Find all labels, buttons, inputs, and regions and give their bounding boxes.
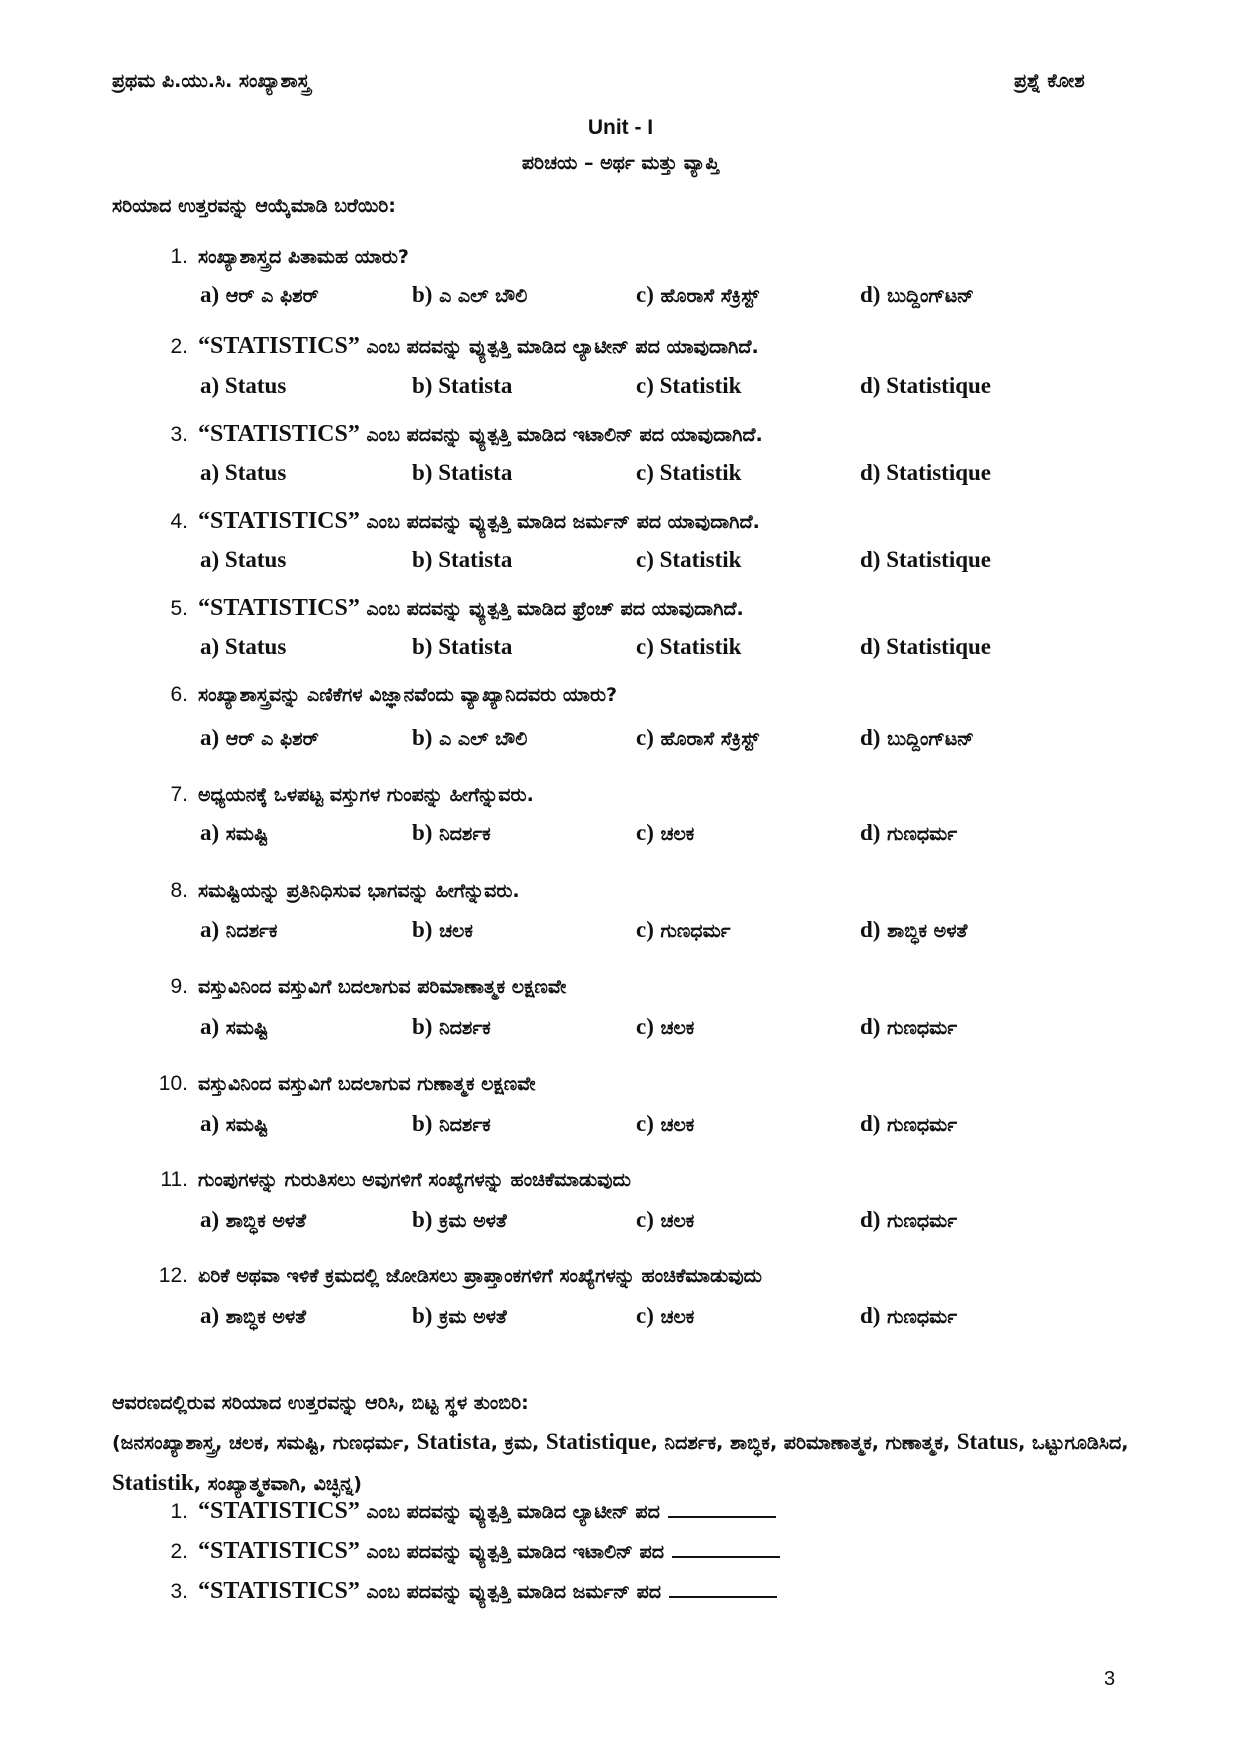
- option-letter: c): [636, 1303, 654, 1328]
- option-c: [636, 1014, 694, 1040]
- option-c: [636, 1207, 694, 1233]
- option-b: [412, 820, 491, 846]
- option-a: [200, 725, 319, 751]
- question-number: 1.: [170, 1500, 188, 1523]
- question-keyword: “STATISTICS”: [198, 1538, 360, 1564]
- answer-blank[interactable]: [672, 1555, 780, 1558]
- question-number: 7.: [170, 783, 188, 806]
- option-d: [860, 634, 991, 660]
- option-letter: a): [200, 1303, 220, 1328]
- option-letter: b): [412, 1111, 433, 1136]
- option-a: [200, 1207, 306, 1233]
- option-letter: b): [412, 820, 433, 845]
- word-bank-term-latin: Status: [956, 1429, 1019, 1454]
- question-number: 9.: [170, 975, 188, 998]
- option-letter: c): [636, 1014, 654, 1039]
- option-text: ಗುಣಧರ್ಮ: [660, 920, 731, 942]
- option-text: ಹೊರಾಸೆ ಸೆಕ್ರಿಸ್ಟ್: [660, 285, 759, 307]
- option-letter: c): [636, 1111, 654, 1136]
- option-letter: c): [636, 373, 654, 398]
- fill-instruction: ಆವರಣದಲ್ಲಿರುವ ಸರಿಯಾದ ಉತ್ತರವನ್ನು ಆರಿಸಿ, ಬಿಟ್ಟ ಸ್ಥಳ ತುಂಬಿರಿ:: [112, 1392, 529, 1414]
- option-letter: b): [412, 282, 433, 307]
- option-letter: d): [860, 1111, 881, 1136]
- option-b: [412, 917, 473, 943]
- question-keyword: “STATISTICS”: [198, 1498, 360, 1524]
- question-keyword: “STATISTICS”: [198, 595, 360, 621]
- page-number: 3: [1104, 1668, 1116, 1690]
- question-text: ಎಂಬ ಪದವನ್ನು ವ್ಯುತ್ಪತ್ತಿ ಮಾಡಿದ ಲ್ಯಾಟೀನ್ ಪದ ಯಾವುದಾಗಿದೆ.: [359, 336, 759, 358]
- option-b: [412, 1303, 507, 1329]
- option-letter: a): [200, 725, 220, 750]
- word-bank-term: , ಒಟ್ಟುಗೂಡಿಸಿದ,: [1018, 1432, 1129, 1454]
- option-b: [412, 725, 527, 751]
- option-letter: b): [412, 1014, 433, 1039]
- option-letter: c): [636, 634, 654, 659]
- question-number: 4.: [170, 510, 188, 533]
- option-letter: c): [636, 1207, 654, 1232]
- option-letter: b): [412, 460, 433, 485]
- question-number: 6.: [170, 683, 188, 706]
- question: [148, 1264, 1181, 1288]
- option-letter: c): [636, 725, 654, 750]
- unit-subtitle: ಪರಿಚಯ – ಅರ್ಥ ಮತ್ತು ವ್ಯಾಪ್ತಿ: [521, 152, 720, 174]
- option-d: [860, 282, 974, 308]
- option-text: Statistik: [659, 547, 742, 572]
- option-text: Statista: [438, 460, 513, 485]
- question-number: 11.: [160, 1168, 188, 1191]
- option-letter: d): [860, 634, 881, 659]
- option-b: [412, 373, 512, 399]
- option-text: Statistik: [659, 460, 742, 485]
- option-a: [200, 282, 319, 308]
- option-b: [412, 282, 527, 308]
- option-text: Status: [224, 373, 287, 398]
- option-text: ಶಾಬ್ಧಿಕ ಅಳತೆ: [225, 1210, 307, 1232]
- question: [148, 245, 1181, 269]
- option-b: [412, 1207, 507, 1233]
- question-text: ಎಂಬ ಪದವನ್ನು ವ್ಯುತ್ಪತ್ತಿ ಮಾಡಿದ ಜರ್ಮನ್ ಪದ ಯಾವುದಾಗಿದೆ.: [359, 511, 760, 533]
- option-letter: d): [860, 820, 881, 845]
- option-a: [200, 1111, 268, 1137]
- option-letter: b): [412, 547, 433, 572]
- option-text: ಆರ್ ಎ ಫಿಶರ್: [225, 728, 319, 750]
- question: [148, 683, 1181, 707]
- option-text: Status: [224, 547, 287, 572]
- question-number: 2.: [170, 1540, 188, 1563]
- option-letter: b): [412, 1303, 433, 1328]
- option-d: [860, 820, 957, 846]
- option-text: ಎ ಎಲ್ ಬೌಲಿ: [439, 285, 528, 307]
- option-text: Status: [224, 460, 287, 485]
- option-letter: d): [860, 1207, 881, 1232]
- option-text: ಶಾಬ್ಧಿಕ ಅಳತೆ: [887, 920, 968, 942]
- option-a: [200, 373, 286, 399]
- option-text: Statista: [438, 373, 513, 398]
- word-bank-term-latin: Statistik: [112, 1470, 194, 1495]
- option-text: Status: [224, 634, 287, 659]
- fill-question: [148, 1578, 1181, 1605]
- option-letter: d): [860, 1303, 881, 1328]
- option-letter: a): [200, 547, 220, 572]
- option-text: ನಿದರ್ಶಕ: [439, 1017, 491, 1039]
- header-left: ಪ್ರಥಮ ಪಿ.ಯು.ಸಿ. ಸಂಖ್ಯಾಶಾಸ್ತ್ರ: [112, 70, 310, 92]
- question: [148, 508, 1181, 535]
- option-text: ಬುದ್ದಿಂಗ್‌ಟನ್: [887, 728, 974, 750]
- option-c: [636, 917, 730, 943]
- option-c: [636, 373, 741, 399]
- option-c: [636, 725, 759, 751]
- option-text: ಚಲಕ: [660, 1114, 695, 1136]
- question: [148, 421, 1181, 448]
- option-letter: b): [412, 917, 433, 942]
- option-text: Statistique: [886, 373, 991, 398]
- option-c: [636, 1303, 694, 1329]
- option-letter: b): [412, 634, 433, 659]
- question-keyword: “STATISTICS”: [198, 421, 360, 447]
- option-letter: a): [200, 1111, 220, 1136]
- word-bank-term: , ನಿದರ್ಶಕ, ಶಾಬ್ಧಿಕ, ಪರಿಮಾಣಾತ್ಮಕ, ಗುಣಾತ್ಮಕ,: [650, 1432, 957, 1454]
- option-text: Statistique: [886, 634, 991, 659]
- option-letter: b): [412, 373, 433, 398]
- mcq-instruction: ಸರಿಯಾದ ಉತ್ತರವನ್ನು ಆಯ್ಕೆಮಾಡಿ ಬರೆಯಿರಿ:: [112, 195, 396, 217]
- header-right: ಪ್ರಶ್ನೆ ಕೋಶ: [1014, 70, 1085, 92]
- option-letter: c): [636, 547, 654, 572]
- option-letter: a): [200, 373, 220, 398]
- question-number: 3.: [170, 423, 188, 446]
- question-number: 5.: [170, 597, 188, 620]
- option-a: [200, 917, 277, 943]
- question-keyword: “STATISTICS”: [198, 508, 360, 534]
- word-bank-term: (ಜನಸಂಖ್ಯಾಶಾಸ್ತ್ರ, ಚಲಕ, ಸಮಷ್ಟಿ, ಗುಣಧರ್ಮ,: [112, 1432, 417, 1454]
- unit-title: Unit - I: [587, 116, 654, 139]
- option-letter: c): [636, 282, 654, 307]
- option-text: ಚಲಕ: [439, 920, 473, 942]
- option-letter: a): [200, 282, 220, 307]
- option-text: ಬುದ್ದಿಂಗ್‌ಟನ್: [887, 285, 974, 307]
- option-c: [636, 460, 741, 486]
- option-text: Statistique: [886, 547, 991, 572]
- question: [148, 975, 1181, 999]
- question-text: ಗುಂಪುಗಳನ್ನು ಗುರುತಿಸಲು ಅವುಗಳಿಗೆ ಸಂಖ್ಯೆಗಳನ್ನು ಹಂಚಿಕೆಮಾಡುವುದು: [198, 1169, 631, 1191]
- option-text: ಚಲಕ: [660, 1306, 695, 1328]
- option-d: [860, 917, 967, 943]
- option-letter: a): [200, 1014, 220, 1039]
- option-text: Statistik: [659, 634, 742, 659]
- question: [148, 1072, 1181, 1096]
- option-d: [860, 1111, 957, 1137]
- question: [148, 595, 1181, 622]
- question-text: ಸಮಷ್ಟಿಯನ್ನು ಪ್ರತಿನಿಧಿಸುವ ಭಾಗವನ್ನು ಹೀಗೆನ್ನುವರು.: [198, 880, 520, 902]
- word-bank: [112, 1422, 1132, 1504]
- question-text: ಎಂಬ ಪದವನ್ನು ವ್ಯುತ್ಪತ್ತಿ ಮಾಡಿದ ಲ್ಯಾಟೀನ್ ಪದ: [359, 1501, 660, 1523]
- question-text: ವಸ್ತುವಿನಿಂದ ವಸ್ತುವಿಗೆ ಬದಲಾಗುವ ಗುಣಾತ್ಮಕ ಲಕ್ಷಣವೇ: [198, 1073, 536, 1095]
- option-text: ಹೊರಾಸೆ ಸೆಕ್ರಿಸ್ಟ್: [660, 728, 759, 750]
- option-a: [200, 1014, 268, 1040]
- option-text: Statistique: [886, 460, 991, 485]
- option-d: [860, 1303, 957, 1329]
- option-text: ನಿದರ್ಶಕ: [225, 920, 278, 942]
- question-text: ಎಂಬ ಪದವನ್ನು ವ್ಯುತ್ಪತ್ತಿ ಮಾಡಿದ ಫ್ರೆಂಚ್ ಪದ ಯಾವುದಾಗಿದೆ.: [359, 598, 744, 620]
- option-letter: d): [860, 725, 881, 750]
- option-text: ಗುಣಧರ್ಮ: [887, 1114, 958, 1136]
- option-d: [860, 373, 991, 399]
- option-text: Statistik: [659, 373, 742, 398]
- question-text: ಏರಿಕೆ ಅಥವಾ ಇಳಿಕೆ ಕ್ರಮದಲ್ಲಿ ಜೋಡಿಸಲು ಪ್ರಾಪ್ತಾಂಕಗಳಿಗೆ ಸಂಖ್ಯೆಗಳನ್ನು ಹಂಚಿಕೆಮಾಡುವುದು: [198, 1265, 762, 1287]
- option-text: ಗುಣಧರ್ಮ: [887, 823, 958, 845]
- question-text: ಸಂಖ್ಯಾಶಾಸ್ತ್ರದ ಪಿತಾಮಹ ಯಾರು?: [198, 246, 409, 268]
- option-text: ನಿದರ್ಶಕ: [439, 1114, 491, 1136]
- question-keyword: “STATISTICS”: [198, 333, 360, 359]
- option-text: ಗುಣಧರ್ಮ: [887, 1017, 958, 1039]
- option-letter: b): [412, 1207, 433, 1232]
- question-number: 12.: [158, 1264, 188, 1287]
- option-letter: d): [860, 547, 881, 572]
- option-letter: d): [860, 373, 881, 398]
- option-b: [412, 634, 512, 660]
- option-letter: c): [636, 460, 654, 485]
- option-d: [860, 1014, 957, 1040]
- option-text: ಗುಣಧರ್ಮ: [887, 1210, 958, 1232]
- option-letter: a): [200, 634, 220, 659]
- option-c: [636, 1111, 694, 1137]
- option-d: [860, 725, 974, 751]
- word-bank-term-latin: Statistique: [545, 1429, 651, 1454]
- option-d: [860, 547, 991, 573]
- option-letter: a): [200, 1207, 220, 1232]
- option-text: ಸಮಷ್ಟಿ: [225, 1114, 269, 1136]
- question-text: ವಸ್ತುವಿನಿಂದ ವಸ್ತುವಿಗೆ ಬದಲಾಗುವ ಪರಿಮಾಣಾತ್ಮಕ ಲಕ್ಷಣವೇ: [198, 976, 567, 998]
- option-letter: a): [200, 917, 220, 942]
- question-keyword: “STATISTICS”: [198, 1578, 360, 1604]
- question-text: ಎಂಬ ಪದವನ್ನು ವ್ಯುತ್ಪತ್ತಿ ಮಾಡಿದ ಇಟಾಲಿನ್ ಪದ ಯಾವುದಾಗಿದೆ.: [359, 424, 763, 446]
- option-d: [860, 460, 991, 486]
- question-text: ಎಂಬ ಪದವನ್ನು ವ್ಯುತ್ಪತ್ತಿ ಮಾಡಿದ ಇಟಾಲಿನ್ ಪದ: [359, 1541, 664, 1563]
- word-bank-term-latin: Statista: [416, 1429, 491, 1454]
- answer-blank[interactable]: [668, 1515, 776, 1518]
- option-text: ಕ್ರಮ ಅಳತೆ: [439, 1306, 507, 1328]
- option-a: [200, 820, 268, 846]
- option-b: [412, 460, 512, 486]
- option-text: ಚಲಕ: [660, 1017, 695, 1039]
- question: [148, 1168, 1181, 1192]
- option-a: [200, 460, 286, 486]
- question: [148, 879, 1181, 903]
- option-text: Statista: [438, 547, 513, 572]
- option-text: ಗುಣಧರ್ಮ: [887, 1306, 958, 1328]
- word-bank-term: , ಸಂಖ್ಯಾತ್ಮಕವಾಗಿ, ವಿಚ್ಛಿನ್ನ): [193, 1473, 362, 1495]
- question: [148, 783, 1181, 807]
- option-letter: d): [860, 460, 881, 485]
- option-letter: d): [860, 917, 881, 942]
- question-text: ಅಧ್ಯಯನಕ್ಕೆ ಒಳಪಟ್ಟ ವಸ್ತುಗಳ ಗುಂಪನ್ನು ಹೀಗೆನ್ನುವರು.: [198, 784, 534, 806]
- option-text: ಚಲಕ: [660, 1210, 695, 1232]
- answer-blank[interactable]: [669, 1595, 777, 1598]
- option-text: Statista: [438, 634, 513, 659]
- option-text: ಕ್ರಮ ಅಳತೆ: [439, 1210, 507, 1232]
- question: [148, 333, 1181, 360]
- option-letter: b): [412, 725, 433, 750]
- option-text: ಸಮಷ್ಟಿ: [225, 823, 269, 845]
- option-text: ಚಲಕ: [660, 823, 695, 845]
- option-text: ಆರ್ ಎ ಫಿಶರ್: [225, 285, 319, 307]
- option-b: [412, 1014, 491, 1040]
- question-number: 1.: [170, 245, 188, 268]
- option-letter: a): [200, 460, 220, 485]
- fill-question: [148, 1538, 1181, 1565]
- option-letter: c): [636, 820, 654, 845]
- option-d: [860, 1207, 957, 1233]
- option-c: [636, 547, 741, 573]
- option-a: [200, 1303, 306, 1329]
- option-text: ಶಾಬ್ಧಿಕ ಅಳತೆ: [225, 1306, 307, 1328]
- question-number: 3.: [170, 1580, 188, 1603]
- option-text: ನಿದರ್ಶಕ: [439, 823, 491, 845]
- option-c: [636, 282, 759, 308]
- option-text: ಎ ಎಲ್ ಬೌಲಿ: [439, 728, 528, 750]
- option-letter: a): [200, 820, 220, 845]
- option-c: [636, 634, 741, 660]
- option-a: [200, 634, 286, 660]
- option-c: [636, 820, 694, 846]
- question-number: 2.: [170, 335, 188, 358]
- question-number: 8.: [170, 879, 188, 902]
- option-letter: d): [860, 282, 881, 307]
- question-text: ಎಂಬ ಪದವನ್ನು ವ್ಯುತ್ಪತ್ತಿ ಮಾಡಿದ ಜರ್ಮನ್ ಪದ: [359, 1581, 662, 1603]
- option-letter: d): [860, 1014, 881, 1039]
- option-b: [412, 547, 512, 573]
- fill-question: [148, 1498, 1181, 1525]
- option-letter: c): [636, 917, 654, 942]
- question-number: 10.: [158, 1072, 188, 1095]
- option-b: [412, 1111, 491, 1137]
- option-a: [200, 547, 286, 573]
- word-bank-term: , ಕ್ರಮ,: [490, 1432, 546, 1454]
- option-text: ಸಮಷ್ಟಿ: [225, 1017, 269, 1039]
- question-text: ಸಂಖ್ಯಾಶಾಸ್ತ್ರವನ್ನು ಎಣಿಕೆಗಳ ವಿಜ್ಞಾನವೆಂದು ವ್ಯಾಖ್ಯಾನಿದವರು ಯಾರು?: [198, 684, 618, 706]
